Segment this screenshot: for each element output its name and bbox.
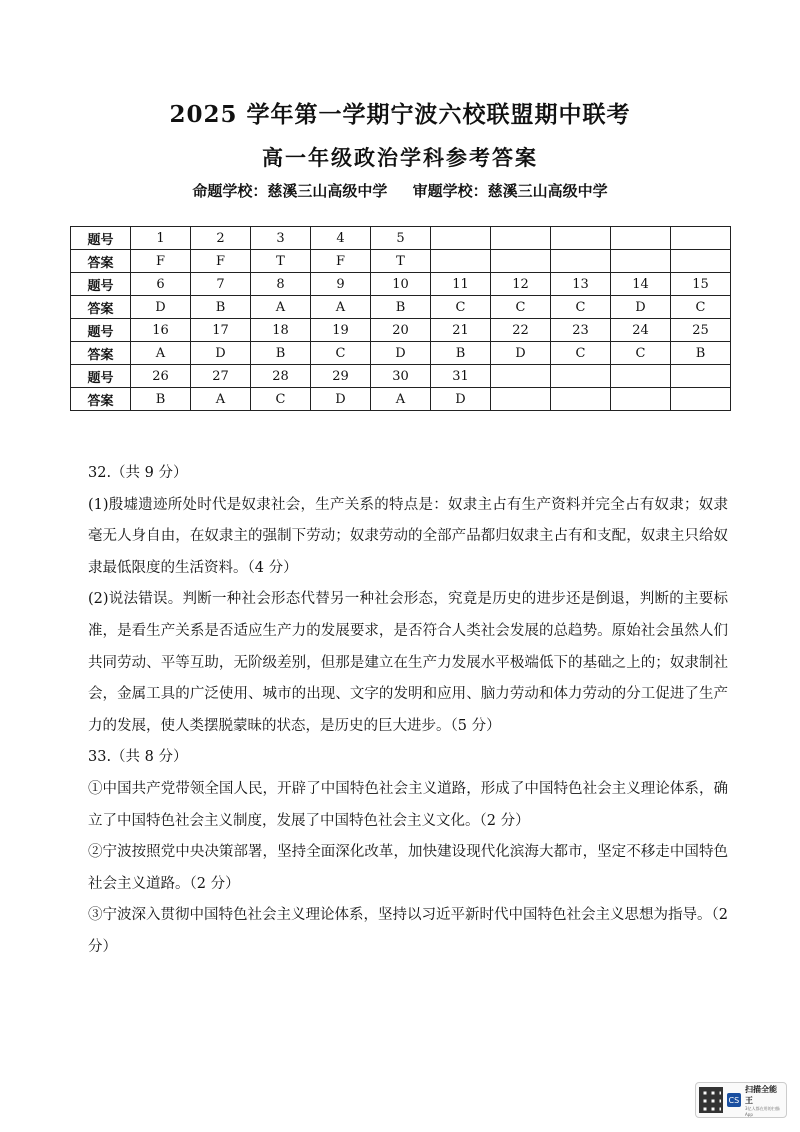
table-cell: C: [431, 296, 491, 319]
table-cell: F: [191, 250, 251, 273]
table-cell: 21: [431, 319, 491, 342]
table-cell: 14: [611, 273, 671, 296]
table-cell: [551, 250, 611, 273]
setter-school: 命题学校：慈溪三山高级中学: [192, 182, 388, 200]
table-cell: [551, 365, 611, 388]
table-cell: A: [131, 342, 191, 365]
row-label: 答案: [71, 296, 131, 319]
table-cell: A: [251, 296, 311, 319]
table-cell: [491, 365, 551, 388]
row-label: 题号: [71, 319, 131, 342]
table-cell: 16: [131, 319, 191, 342]
table-row: [71, 227, 731, 250]
table-cell: A: [311, 296, 371, 319]
q32-heading: 32.（共 9 分）: [88, 465, 188, 481]
camscanner-logo-icon: CS: [727, 1093, 741, 1107]
table-cell: 8: [251, 273, 311, 296]
table-cell: D: [611, 296, 671, 319]
school-info: [0, 180, 800, 201]
table-cell: [611, 250, 671, 273]
table-cell: 4: [311, 227, 371, 250]
table-cell: 15: [671, 273, 731, 296]
row-label: 答案: [71, 342, 131, 365]
table-cell: [491, 388, 551, 411]
table-cell: F: [131, 250, 191, 273]
q32-part2: (2)说法错误。判断一种社会形态代替另一种社会形态，究竟是历史的进步还是倒退，判断的主要标准，是看生产关系是否适应生产力的发展要求，是否符合人类社会发展的总趋势。原始社会虽然人们共同劳动、平等互助，无阶级差别，但那是建立在生产力发展水平极端低下的基础之上的；奴隶制社会，金属工具的广泛使用、城市的出现、文字的发明和应用、脑力劳动和体力劳动的分工促进了生产力的发展，使人类摆脱蒙昧的状态，是历史的巨大进步。（5 分）: [88, 591, 728, 734]
table-cell: D: [431, 388, 491, 411]
table-cell: 9: [311, 273, 371, 296]
table-cell: T: [251, 250, 311, 273]
scanner-watermark: [695, 1082, 787, 1118]
q32-part1: (1)殷墟遗迹所处时代是奴隶社会，生产关系的特点是：奴隶主占有生产资料并完全占有奴隶；奴隶毫无人身自由，在奴隶主的强制下劳动；奴隶劳动的全部产品都归奴隶主占有和支配，奴隶主只给奴隶最低限度的生活资料。（4 分）: [88, 496, 728, 576]
table-cell: B: [371, 296, 431, 319]
table-cell: [551, 388, 611, 411]
q33-point1: ①中国共产党带领全国人民，开辟了中国特色社会主义道路，形成了中国特色社会主义理论体系，确立了中国特色社会主义制度，发展了中国特色社会主义文化。（2 分）: [88, 780, 728, 829]
answer-content: [88, 458, 728, 964]
table-cell: D: [491, 342, 551, 365]
table-cell: 11: [431, 273, 491, 296]
table-cell: 30: [371, 365, 431, 388]
table-cell: 26: [131, 365, 191, 388]
watermark-sub: 3亿人都在用的扫描App: [745, 1105, 780, 1117]
row-label: 题号: [71, 365, 131, 388]
table-row: [71, 296, 731, 319]
qr-code-icon: [699, 1087, 723, 1113]
answer-table: [70, 226, 731, 411]
table-cell: [671, 227, 731, 250]
table-row: [71, 273, 731, 296]
table-cell: [611, 388, 671, 411]
table-row: [71, 342, 731, 365]
table-cell: 2: [191, 227, 251, 250]
table-cell: A: [371, 388, 431, 411]
table-cell: 7: [191, 273, 251, 296]
table-cell: 18: [251, 319, 311, 342]
table-cell: [671, 250, 731, 273]
table-cell: [431, 250, 491, 273]
table-cell: [431, 227, 491, 250]
table-cell: B: [671, 342, 731, 365]
row-label: 题号: [71, 227, 131, 250]
table-cell: B: [191, 296, 251, 319]
table-cell: D: [191, 342, 251, 365]
page-subtitle: 高一年级政治学科参考答案: [262, 145, 538, 170]
table-cell: B: [251, 342, 311, 365]
table-cell: 17: [191, 319, 251, 342]
table-cell: 27: [191, 365, 251, 388]
table-cell: 6: [131, 273, 191, 296]
table-cell: C: [671, 296, 731, 319]
table-cell: 25: [671, 319, 731, 342]
row-label: 答案: [71, 250, 131, 273]
table-cell: [611, 365, 671, 388]
table-cell: D: [311, 388, 371, 411]
row-label: 答案: [71, 388, 131, 411]
table-cell: 10: [371, 273, 431, 296]
table-cell: 1: [131, 227, 191, 250]
table-cell: [551, 227, 611, 250]
table-cell: 5: [371, 227, 431, 250]
table-cell: [491, 227, 551, 250]
table-cell: 3: [251, 227, 311, 250]
table-cell: C: [311, 342, 371, 365]
table-cell: 12: [491, 273, 551, 296]
table-cell: B: [431, 342, 491, 365]
table-cell: 28: [251, 365, 311, 388]
table-cell: C: [551, 342, 611, 365]
q33-point3: ③宁波深入贯彻中国特色社会主义理论体系，坚持以习近平新时代中国特色社会主义思想为指导。（2 分）: [88, 907, 728, 955]
table-row: [71, 365, 731, 388]
table-cell: [611, 227, 671, 250]
table-cell: 24: [611, 319, 671, 342]
table-cell: [491, 250, 551, 273]
table-row: [71, 319, 731, 342]
table-cell: 29: [311, 365, 371, 388]
table-cell: [671, 365, 731, 388]
table-cell: C: [251, 388, 311, 411]
table-cell: 20: [371, 319, 431, 342]
q33-point2: ②宁波按照党中央决策部署，坚持全面深化改革，加快建设现代化滨海大都市，坚定不移走中国特色社会主义道路。（2 分）: [88, 844, 728, 892]
watermark-name: 扫描全能王: [745, 1084, 778, 1105]
table-cell: 22: [491, 319, 551, 342]
table-cell: C: [611, 342, 671, 365]
table-cell: [671, 388, 731, 411]
table-cell: D: [371, 342, 431, 365]
table-cell: 19: [311, 319, 371, 342]
table-row: [71, 250, 731, 273]
table-cell: B: [131, 388, 191, 411]
table-cell: F: [311, 250, 371, 273]
table-cell: A: [191, 388, 251, 411]
table-cell: 23: [551, 319, 611, 342]
page-title: 2025 学年第一学期宁波六校联盟期中联考: [169, 101, 631, 128]
reviewer-school: 审题学校：慈溪三山高级中学: [412, 182, 608, 200]
table-cell: C: [491, 296, 551, 319]
q33-heading: 33.（共 8 分）: [88, 749, 188, 766]
table-cell: T: [371, 250, 431, 273]
table-cell: C: [551, 296, 611, 319]
table-cell: 31: [431, 365, 491, 388]
table-row: [71, 388, 731, 411]
row-label: 题号: [71, 273, 131, 296]
table-cell: D: [131, 296, 191, 319]
table-cell: 13: [551, 273, 611, 296]
